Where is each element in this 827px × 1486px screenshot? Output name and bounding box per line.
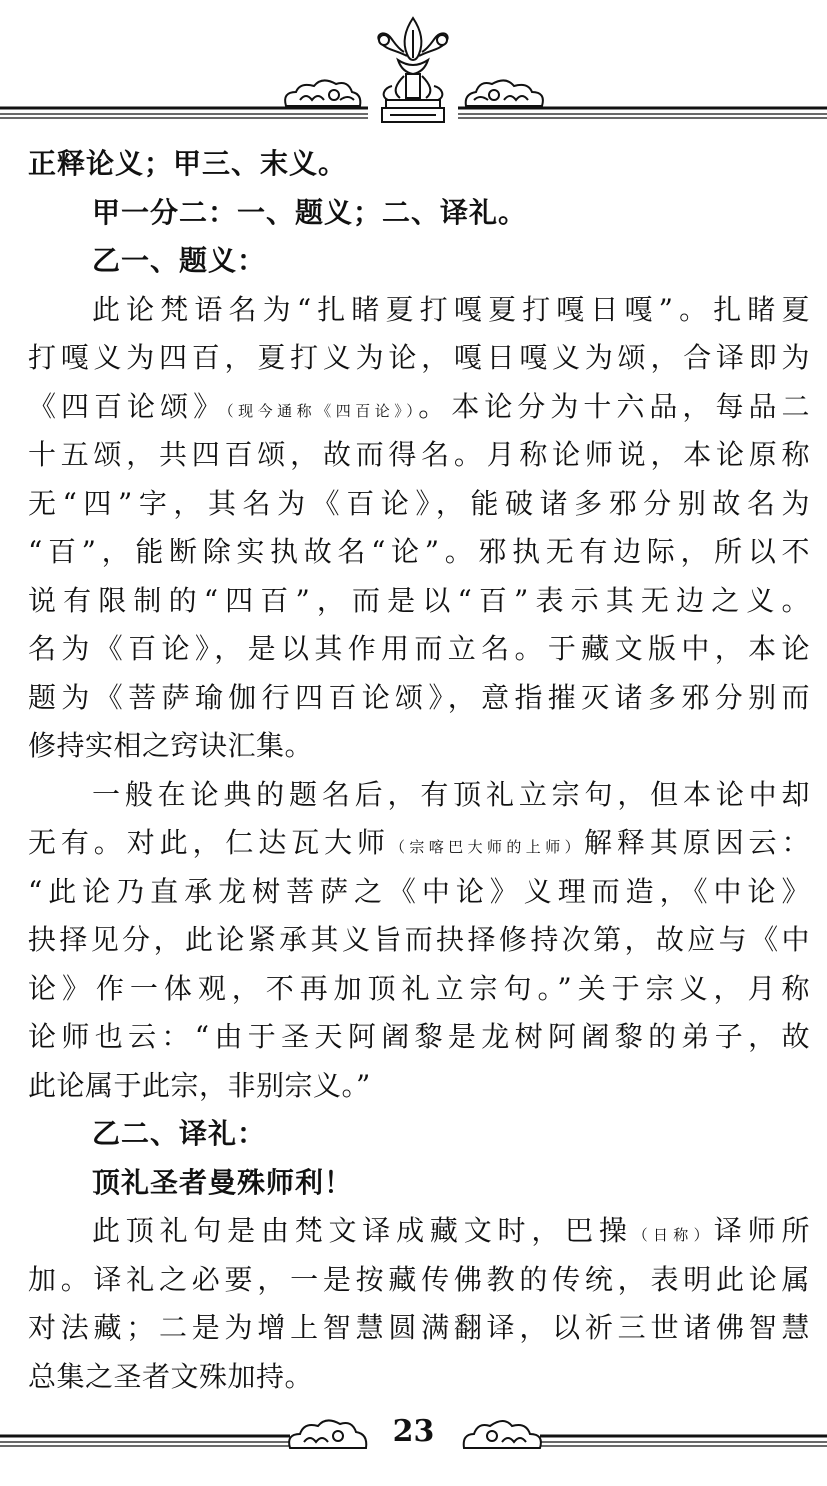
text-line [28, 1353, 810, 1402]
text-segment: 无有。对此，仁达瓦大师 [28, 826, 390, 859]
inline-annotation: （宗喀巴大师的上师） [389, 838, 585, 856]
text-segment: 乙一、题义： [92, 244, 267, 277]
section-heading [28, 140, 810, 189]
text-segment: 一般在论典的题名后，有顶礼立宗句，但本论中却 [92, 777, 810, 811]
text-line [28, 1304, 810, 1353]
text-segment: 名为《百论》，是以其作用而立名。于藏文版中，本论 [28, 632, 810, 665]
text-line [28, 334, 810, 383]
section-heading [28, 1110, 810, 1159]
text-segment: 乙二、译礼： [92, 1117, 267, 1150]
text-line [28, 819, 810, 868]
text-segment: 对法藏；二是为增上智慧圆满翻译，以祈三世诸佛智慧 [28, 1311, 810, 1344]
text-line [28, 771, 810, 820]
text-segment: 此论梵语名为“扎睹夏打嘎夏打嘎日嘎”。扎睹夏 [92, 292, 810, 326]
header-rule-left [0, 108, 368, 118]
text-segment: 《四百论颂》 [28, 389, 227, 423]
text-line [28, 1256, 810, 1305]
text-segment: 。本论分为十六品，每品二 [418, 389, 810, 423]
text-line [28, 965, 810, 1014]
text-segment: 此顶礼句是由梵文译成藏文时，巴操 [92, 1214, 633, 1247]
text-segment: “此论乃直承龙树菩萨之《中论》义理而造，《中论》 [28, 874, 810, 908]
text-segment: 加。译礼之必要，一是按藏传佛教的传统，表明此论属 [28, 1262, 810, 1296]
text-segment: 抉择见分，此论紧承其义旨而抉择修持次第，故应与《中 [28, 923, 810, 956]
text-segment: 打嘎义为四百，夏打义为论，嘎日嘎义为颂，合译即为 [28, 341, 810, 374]
text-line [28, 383, 810, 432]
section-heading [28, 237, 810, 286]
inline-annotation: （日称） [632, 1226, 714, 1244]
text-line [28, 1207, 810, 1256]
text-segment: 题为《菩萨瑜伽行四百论颂》，意指摧灭诸多邪分别而 [28, 680, 810, 714]
text-line [28, 1062, 810, 1111]
text-segment: 论》作一体观，不再加顶礼立宗句。”关于宗义，月称 [28, 971, 810, 1005]
header-rule-right [458, 108, 827, 118]
text-segment: 顶礼圣者曼殊师利！ [92, 1165, 354, 1199]
section-heading [28, 189, 810, 238]
text-segment: 论师也云：“由于圣天阿阇黎是龙树阿阇黎的弟子，故 [28, 1020, 810, 1053]
text-line [28, 916, 810, 965]
text-line [28, 480, 810, 529]
text-segment: 此论属于此宗，非别宗义。” [28, 1068, 371, 1102]
text-segment: 解释其原因云： [584, 826, 810, 859]
cloud-icon-left [285, 80, 360, 106]
page-number: 23 [392, 1414, 435, 1449]
text-segment: 正释论义；甲三、末义。 [28, 147, 348, 180]
text-line [28, 625, 810, 674]
header-ornament [0, 0, 827, 140]
text-segment: 甲一分二：一、题义；二、译礼。 [92, 195, 528, 229]
text-line [28, 577, 810, 626]
text-segment: “百”，能断除实执故名“论”。邪执无有边际，所以不 [28, 535, 810, 568]
text-line [28, 286, 810, 335]
text-segment: 修持实相之窍诀汇集。 [28, 729, 314, 762]
text-segment: 无“四”字，其名为《百论》，能破诸多邪分别故名为 [28, 486, 810, 520]
text-line [28, 528, 810, 577]
text-line [28, 674, 810, 723]
cloud-icon-right [466, 80, 543, 106]
text-segment: 十五颂，共四百颂，故而得名。月称论师说，本论原称 [28, 438, 810, 471]
section-heading [28, 1159, 810, 1208]
page-content [28, 140, 810, 1401]
text-line [28, 722, 810, 771]
text-line [28, 1013, 810, 1062]
text-segment: 说有限制的“四百”，而是以“百”表示其无边之义。 [28, 583, 810, 617]
text-line [28, 431, 810, 480]
lotus-scepter-icon [378, 18, 447, 122]
text-line [28, 868, 810, 917]
text-segment: 译师所 [713, 1214, 810, 1247]
text-segment: 总集之圣者文殊加持。 [28, 1359, 314, 1393]
inline-annotation: （现今通称《四百论》） [226, 401, 419, 420]
